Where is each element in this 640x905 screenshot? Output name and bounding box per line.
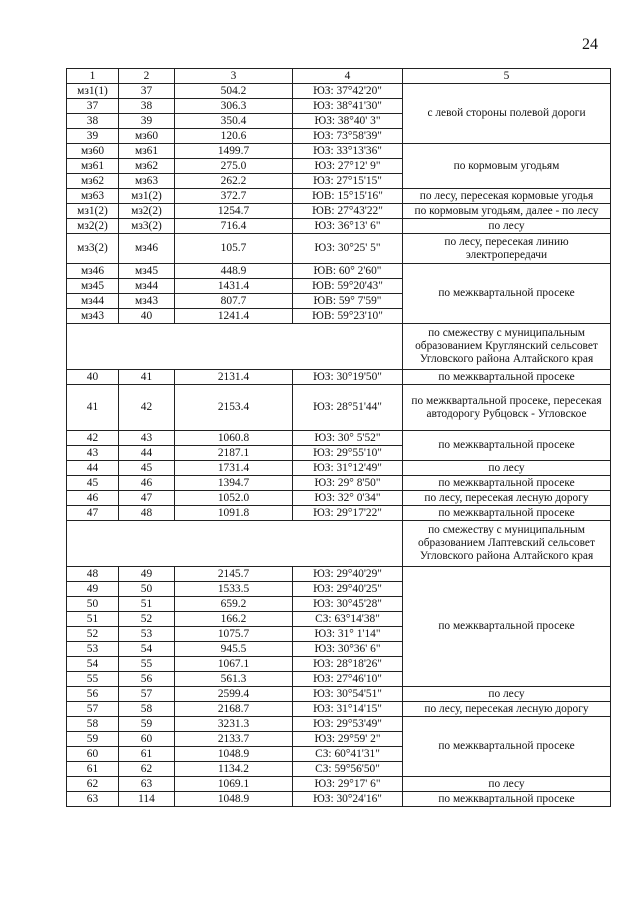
to-point-cell: 43 <box>119 431 175 446</box>
table-row <box>67 717 611 732</box>
bearing-cell: ЮЗ: 27°12' 9" <box>293 159 403 174</box>
length-cell: 2168.7 <box>175 702 293 717</box>
from-point-cell: мз62 <box>67 174 119 189</box>
header-cell: 5 <box>403 69 611 84</box>
from-point-cell: мз63 <box>67 189 119 204</box>
table-row <box>67 476 611 491</box>
bearing-cell: ЮЗ: 38°41'30" <box>293 99 403 114</box>
bearing-cell: ЮВ: 59°20'43" <box>293 279 403 294</box>
bearing-cell: ЮВ: 15°15'16" <box>293 189 403 204</box>
length-cell: 2131.4 <box>175 370 293 385</box>
to-point-cell: 56 <box>119 672 175 687</box>
length-cell: 1533.5 <box>175 582 293 597</box>
from-point-cell: 56 <box>67 687 119 702</box>
to-point-cell: 41 <box>119 370 175 385</box>
bearing-cell: СЗ: 60°41'31" <box>293 747 403 762</box>
table-row <box>67 144 611 159</box>
bearing-cell: ЮВ: 27°43'22" <box>293 204 403 219</box>
length-cell: 1134.2 <box>175 762 293 777</box>
page-number: 24 <box>582 36 598 53</box>
length-cell: 2133.7 <box>175 732 293 747</box>
length-cell: 1394.7 <box>175 476 293 491</box>
length-cell: 1241.4 <box>175 309 293 324</box>
table-row <box>67 431 611 446</box>
from-point-cell: 58 <box>67 717 119 732</box>
length-cell: 306.3 <box>175 99 293 114</box>
to-point-cell: 55 <box>119 657 175 672</box>
table-row <box>67 84 611 99</box>
length-cell: 561.3 <box>175 672 293 687</box>
to-point-cell: 38 <box>119 99 175 114</box>
bearing-cell: ЮЗ: 33°13'36" <box>293 144 403 159</box>
from-point-cell: 57 <box>67 702 119 717</box>
header-cell: 4 <box>293 69 403 84</box>
to-point-cell: мз2(2) <box>119 204 175 219</box>
to-point-cell: мз43 <box>119 294 175 309</box>
table-row <box>67 189 611 204</box>
to-point-cell: 39 <box>119 114 175 129</box>
bearing-cell: ЮЗ: 37°42'20" <box>293 84 403 99</box>
to-point-cell: 59 <box>119 717 175 732</box>
to-point-cell: мз46 <box>119 234 175 264</box>
from-point-cell: 37 <box>67 99 119 114</box>
description-cell: по лесу, пересекая лесную дорогу <box>403 702 611 717</box>
length-cell: 262.2 <box>175 174 293 189</box>
bearing-cell: ЮЗ: 38°40' 3" <box>293 114 403 129</box>
bearing-cell: ЮЗ: 29°59' 2" <box>293 732 403 747</box>
bearing-cell: ЮЗ: 29°55'10" <box>293 446 403 461</box>
length-cell: 166.2 <box>175 612 293 627</box>
length-cell: 716.4 <box>175 219 293 234</box>
description-cell: по межквартальной просеке <box>403 717 611 777</box>
bearing-cell: СЗ: 59°56'50" <box>293 762 403 777</box>
description-cell: по межквартальной просеке <box>403 476 611 491</box>
table-row <box>67 567 611 582</box>
to-point-cell: 47 <box>119 491 175 506</box>
to-point-cell: мз60 <box>119 129 175 144</box>
description-cell: по межквартальной просеке <box>403 370 611 385</box>
to-point-cell: мз45 <box>119 264 175 279</box>
to-point-cell: 54 <box>119 642 175 657</box>
from-point-cell: 41 <box>67 385 119 431</box>
description-cell: по кормовым угодьям, далее - по лесу <box>403 204 611 219</box>
description-cell: по лесу, пересекая кормовые угодья <box>403 189 611 204</box>
from-point-cell: 47 <box>67 506 119 521</box>
length-cell: 448.9 <box>175 264 293 279</box>
to-point-cell: 42 <box>119 385 175 431</box>
table-row <box>67 491 611 506</box>
bearing-cell: ЮЗ: 36°13' 6" <box>293 219 403 234</box>
bearing-cell: ЮЗ: 29°17'22" <box>293 506 403 521</box>
length-cell: 372.7 <box>175 189 293 204</box>
table-row <box>67 506 611 521</box>
from-point-cell: 63 <box>67 792 119 807</box>
from-point-cell: мз3(2) <box>67 234 119 264</box>
from-point-cell: 42 <box>67 431 119 446</box>
merged-blank-cell <box>67 521 403 567</box>
from-point-cell: 54 <box>67 657 119 672</box>
table-row <box>67 777 611 792</box>
from-point-cell: 62 <box>67 777 119 792</box>
length-cell: 1254.7 <box>175 204 293 219</box>
bearing-cell: ЮВ: 60° 2'60" <box>293 264 403 279</box>
header-cell: 3 <box>175 69 293 84</box>
length-cell: 807.7 <box>175 294 293 309</box>
table-row <box>67 687 611 702</box>
description-cell: по лесу <box>403 777 611 792</box>
bearing-cell: ЮВ: 59° 7'59" <box>293 294 403 309</box>
bearing-cell: ЮЗ: 28°18'26" <box>293 657 403 672</box>
description-cell: по лесу <box>403 461 611 476</box>
from-point-cell: 59 <box>67 732 119 747</box>
merged-blank-cell <box>67 324 403 370</box>
length-cell: 2187.1 <box>175 446 293 461</box>
length-cell: 1091.8 <box>175 506 293 521</box>
bearing-cell: ЮЗ: 29°40'29" <box>293 567 403 582</box>
length-cell: 120.6 <box>175 129 293 144</box>
to-point-cell: 52 <box>119 612 175 627</box>
description-cell: по смежеству с муниципальным образованием Лаптевский сельсовет Угловского района Алтайского края <box>403 521 611 567</box>
bearing-cell: ЮЗ: 29°53'49" <box>293 717 403 732</box>
to-point-cell: 53 <box>119 627 175 642</box>
from-point-cell: мз1(2) <box>67 204 119 219</box>
description-cell: по лесу, пересекая линию электропередачи <box>403 234 611 264</box>
length-cell: 1499.7 <box>175 144 293 159</box>
table-row <box>67 204 611 219</box>
length-cell: 659.2 <box>175 597 293 612</box>
from-point-cell: 55 <box>67 672 119 687</box>
to-point-cell: мз62 <box>119 159 175 174</box>
from-point-cell: мз45 <box>67 279 119 294</box>
bearing-cell: ЮЗ: 30°19'50" <box>293 370 403 385</box>
description-cell: по смежеству с муниципальным образованием Круглянский сельсовет Угловского района Алтайского края <box>403 324 611 370</box>
bearing-cell: ЮЗ: 30° 5'52" <box>293 431 403 446</box>
length-cell: 105.7 <box>175 234 293 264</box>
bearing-cell: ЮВ: 59°23'10" <box>293 309 403 324</box>
description-cell: по кормовым угодьям <box>403 144 611 189</box>
description-cell: по межквартальной просеке <box>403 506 611 521</box>
from-point-cell: 40 <box>67 370 119 385</box>
bearing-cell: ЮЗ: 30°54'51" <box>293 687 403 702</box>
length-cell: 350.4 <box>175 114 293 129</box>
table-section-row <box>67 521 611 567</box>
from-point-cell: 51 <box>67 612 119 627</box>
bearing-cell: ЮЗ: 29° 8'50" <box>293 476 403 491</box>
length-cell: 1048.9 <box>175 792 293 807</box>
description-cell: по межквартальной просеке <box>403 792 611 807</box>
from-point-cell: мз46 <box>67 264 119 279</box>
to-point-cell: мз44 <box>119 279 175 294</box>
length-cell: 1067.1 <box>175 657 293 672</box>
to-point-cell: мз63 <box>119 174 175 189</box>
description-cell: с левой стороны полевой дороги <box>403 84 611 144</box>
from-point-cell: 52 <box>67 627 119 642</box>
to-point-cell: 51 <box>119 597 175 612</box>
description-cell: по межквартальной просеке <box>403 431 611 461</box>
to-point-cell: 58 <box>119 702 175 717</box>
description-cell: по лесу <box>403 687 611 702</box>
to-point-cell: 48 <box>119 506 175 521</box>
bearing-cell: ЮЗ: 32° 0'34" <box>293 491 403 506</box>
bearing-cell: СЗ: 63°14'38" <box>293 612 403 627</box>
bearing-cell: ЮЗ: 30°24'16" <box>293 792 403 807</box>
to-point-cell: 60 <box>119 732 175 747</box>
to-point-cell: 62 <box>119 762 175 777</box>
description-cell: по лесу <box>403 219 611 234</box>
from-point-cell: 45 <box>67 476 119 491</box>
from-point-cell: мз60 <box>67 144 119 159</box>
from-point-cell: 53 <box>67 642 119 657</box>
table-row <box>67 370 611 385</box>
from-point-cell: 44 <box>67 461 119 476</box>
bearing-cell: ЮЗ: 27°15'15" <box>293 174 403 189</box>
from-point-cell: мз1(1) <box>67 84 119 99</box>
bearing-cell: ЮЗ: 31° 1'14" <box>293 627 403 642</box>
boundary-table <box>66 68 611 807</box>
description-cell: по лесу, пересекая лесную дорогу <box>403 491 611 506</box>
table-row <box>67 219 611 234</box>
description-cell: по межквартальной просеке <box>403 567 611 687</box>
length-cell: 1731.4 <box>175 461 293 476</box>
length-cell: 1069.1 <box>175 777 293 792</box>
from-point-cell: 50 <box>67 597 119 612</box>
bearing-cell: ЮЗ: 31°12'49" <box>293 461 403 476</box>
to-point-cell: 61 <box>119 747 175 762</box>
to-point-cell: 44 <box>119 446 175 461</box>
from-point-cell: 60 <box>67 747 119 762</box>
table-row <box>67 792 611 807</box>
bearing-cell: ЮЗ: 29°40'25" <box>293 582 403 597</box>
to-point-cell: 50 <box>119 582 175 597</box>
to-point-cell: мз3(2) <box>119 219 175 234</box>
to-point-cell: 45 <box>119 461 175 476</box>
to-point-cell: 114 <box>119 792 175 807</box>
table-row <box>67 461 611 476</box>
to-point-cell: мз1(2) <box>119 189 175 204</box>
to-point-cell: 49 <box>119 567 175 582</box>
bearing-cell: ЮЗ: 31°14'15" <box>293 702 403 717</box>
bearing-cell: ЮЗ: 29°17' 6" <box>293 777 403 792</box>
length-cell: 1052.0 <box>175 491 293 506</box>
from-point-cell: мз2(2) <box>67 219 119 234</box>
bearing-cell: ЮЗ: 73°58'39" <box>293 129 403 144</box>
header-cell: 2 <box>119 69 175 84</box>
length-cell: 275.0 <box>175 159 293 174</box>
bearing-cell: ЮЗ: 27°46'10" <box>293 672 403 687</box>
length-cell: 1048.9 <box>175 747 293 762</box>
table-row <box>67 234 611 264</box>
length-cell: 1431.4 <box>175 279 293 294</box>
to-point-cell: 40 <box>119 309 175 324</box>
bearing-cell: ЮЗ: 30°25' 5" <box>293 234 403 264</box>
from-point-cell: 46 <box>67 491 119 506</box>
to-point-cell: 63 <box>119 777 175 792</box>
header-cell: 1 <box>67 69 119 84</box>
from-point-cell: 38 <box>67 114 119 129</box>
to-point-cell: мз61 <box>119 144 175 159</box>
length-cell: 2153.4 <box>175 385 293 431</box>
description-cell: по межквартальной просеке <box>403 264 611 324</box>
from-point-cell: мз61 <box>67 159 119 174</box>
length-cell: 945.5 <box>175 642 293 657</box>
length-cell: 504.2 <box>175 84 293 99</box>
to-point-cell: 37 <box>119 84 175 99</box>
bearing-cell: ЮЗ: 30°45'28" <box>293 597 403 612</box>
table-section-row <box>67 324 611 370</box>
table-header-row <box>67 69 611 84</box>
bearing-cell: ЮЗ: 30°36' 6" <box>293 642 403 657</box>
table-row <box>67 264 611 279</box>
table-row <box>67 385 611 431</box>
to-point-cell: 57 <box>119 687 175 702</box>
length-cell: 1060.8 <box>175 431 293 446</box>
length-cell: 2145.7 <box>175 567 293 582</box>
length-cell: 2599.4 <box>175 687 293 702</box>
from-point-cell: 43 <box>67 446 119 461</box>
from-point-cell: 48 <box>67 567 119 582</box>
bearing-cell: ЮЗ: 28°51'44" <box>293 385 403 431</box>
from-point-cell: мз44 <box>67 294 119 309</box>
from-point-cell: 49 <box>67 582 119 597</box>
from-point-cell: мз43 <box>67 309 119 324</box>
description-cell: по межквартальной просеке, пересекая автодорогу Рубцовск - Угловское <box>403 385 611 431</box>
length-cell: 1075.7 <box>175 627 293 642</box>
to-point-cell: 46 <box>119 476 175 491</box>
from-point-cell: 39 <box>67 129 119 144</box>
table-row <box>67 702 611 717</box>
from-point-cell: 61 <box>67 762 119 777</box>
length-cell: 3231.3 <box>175 717 293 732</box>
